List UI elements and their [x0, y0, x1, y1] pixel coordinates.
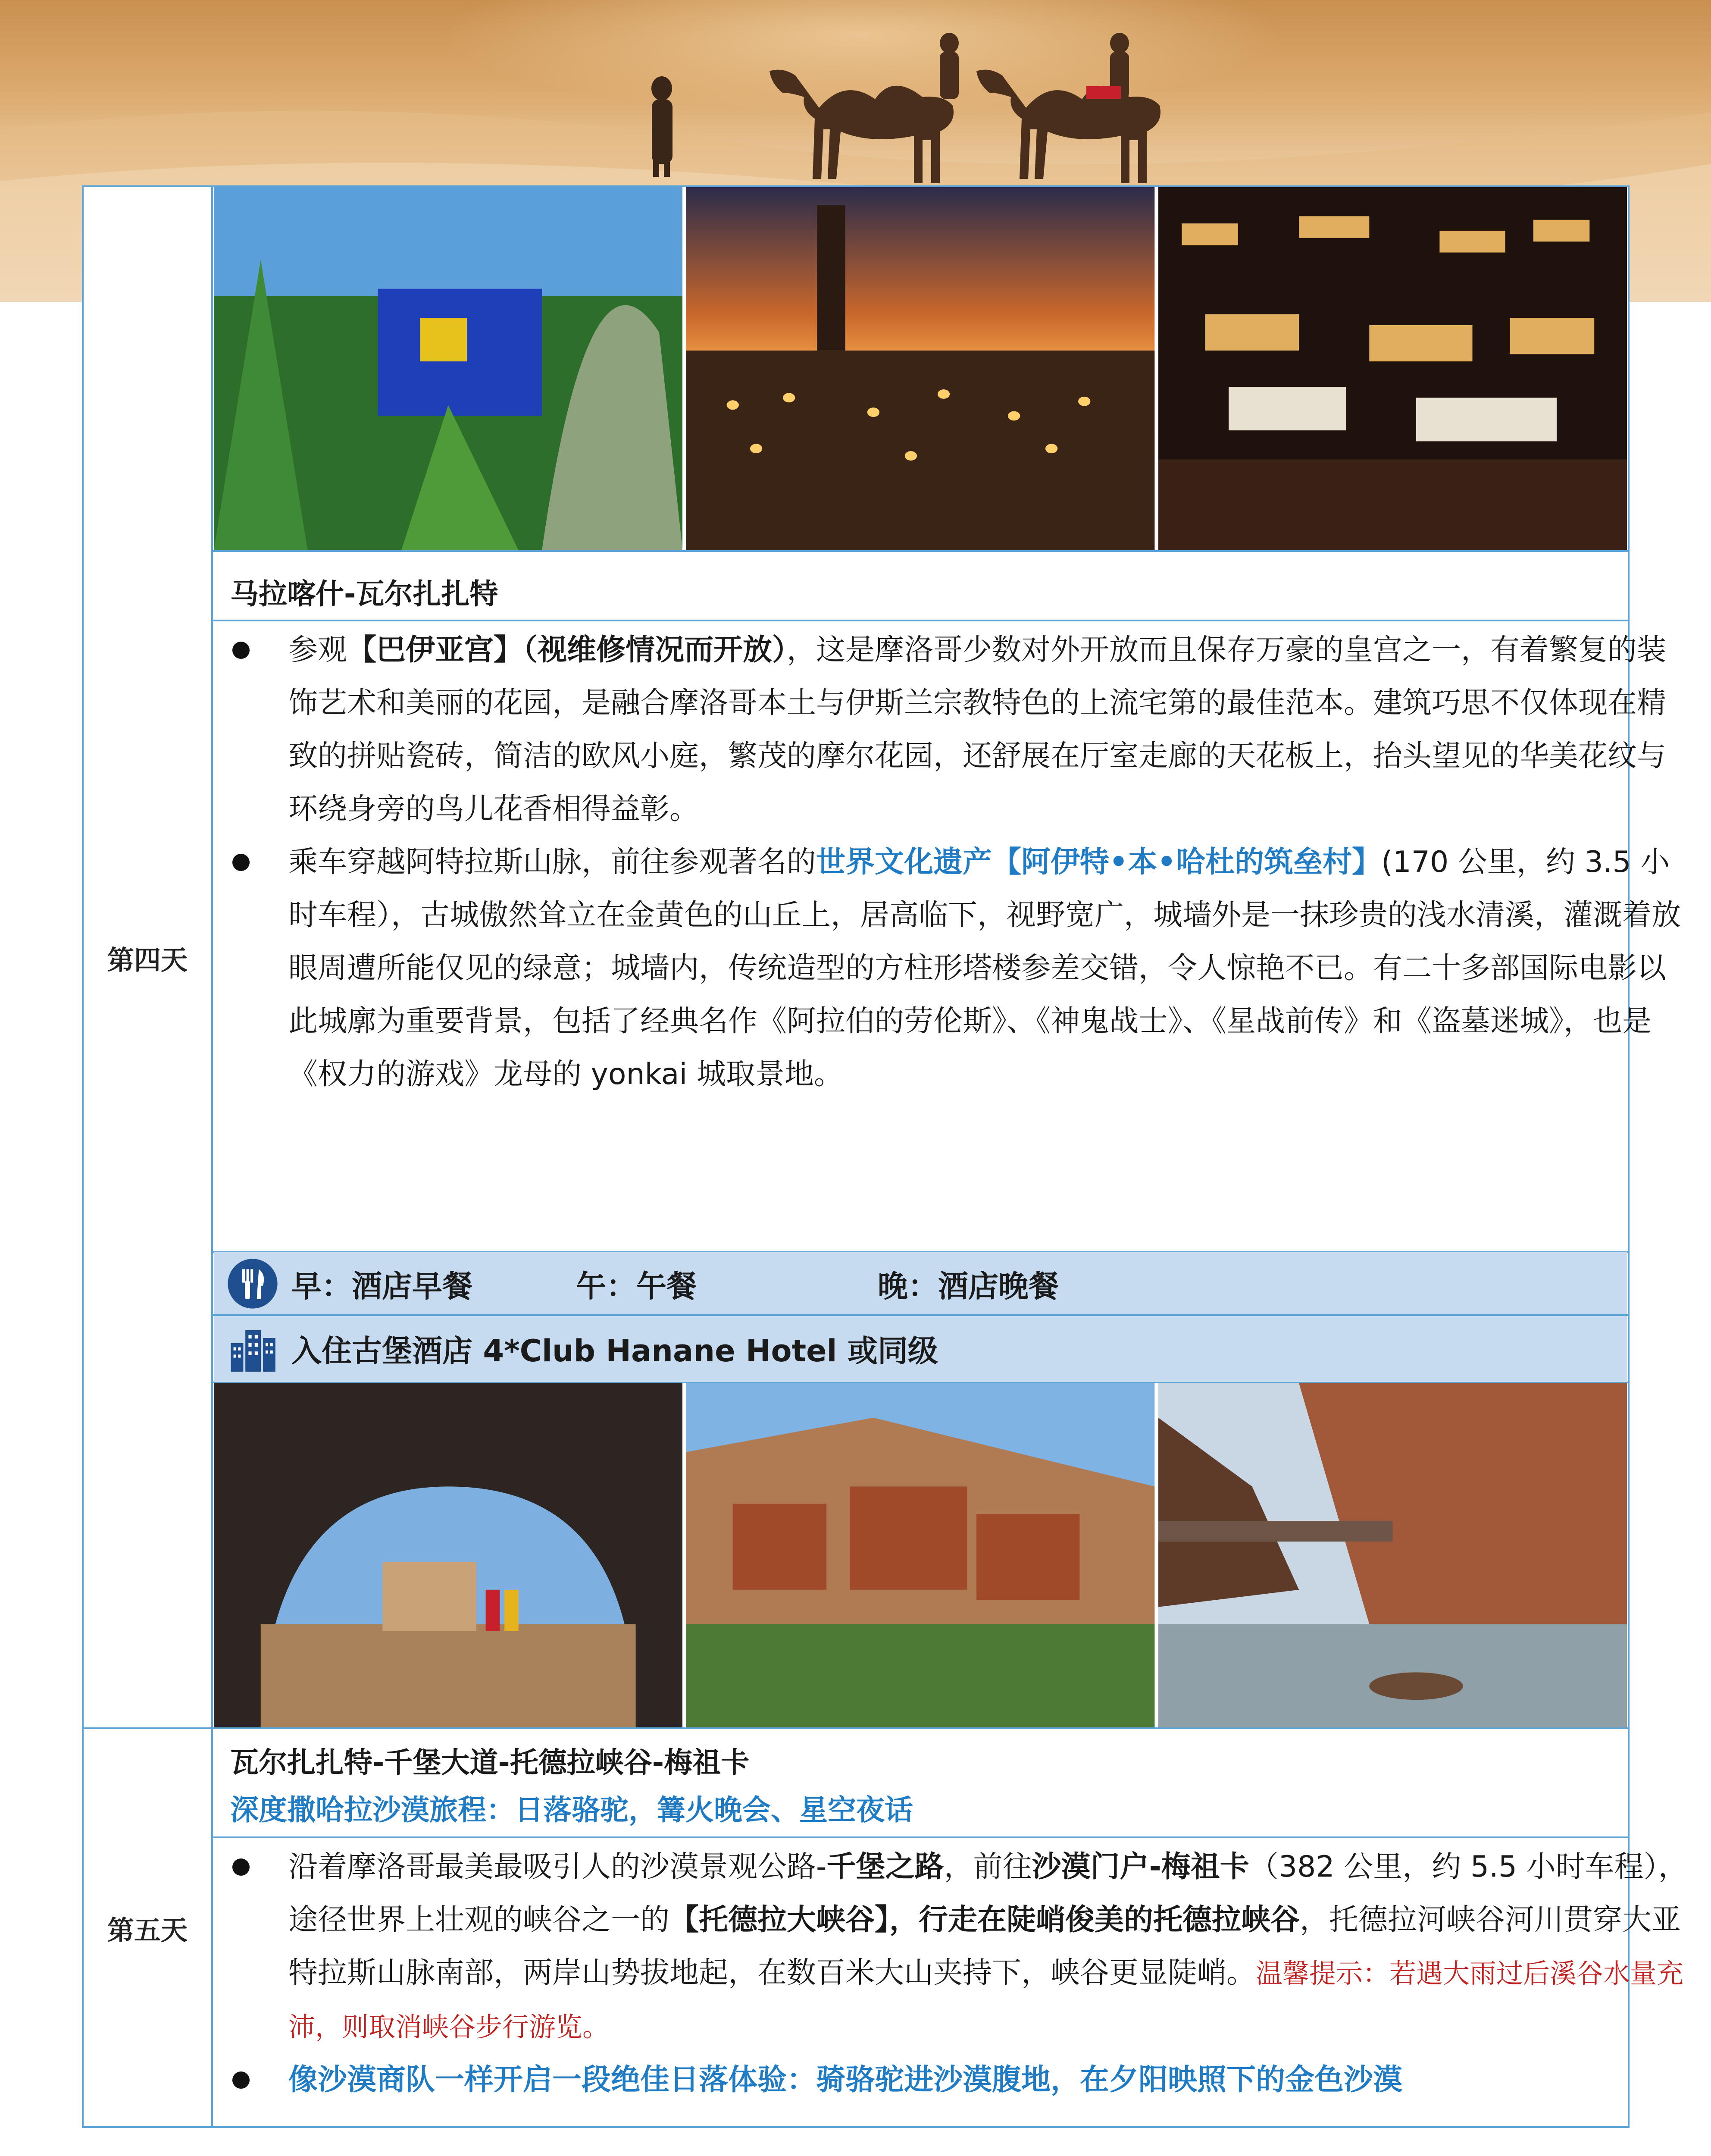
buildings-icon — [227, 1322, 278, 1374]
night-market-photo — [1158, 187, 1627, 550]
fork-knife-icon — [227, 1258, 278, 1310]
kasbah-village-photo — [686, 1383, 1154, 1727]
warm-tip: 温馨提示：若遇大雨过后溪谷水量充沛，则取消峡谷步行游览。 — [288, 1958, 1684, 2043]
rock-arch-photo — [214, 1383, 682, 1727]
day5-bullets — [230, 1840, 1692, 2106]
itinerary-table — [82, 185, 1688, 2128]
lunch-info: 午：午餐 — [576, 1268, 697, 1304]
day-divider — [84, 1727, 1628, 1729]
day5-route-title: 瓦尔扎扎特-千堡大道-托德拉峡谷-梅祖卡 — [230, 1746, 750, 1779]
day5-subtitle: 深度撒哈拉沙漠旅程：日落骆驼，篝火晚会、星空夜话 — [230, 1793, 913, 1827]
todra-gorge-photo — [1158, 1383, 1627, 1727]
divider — [213, 620, 1628, 621]
day4-bullet-ait-ben-haddou: 乘车穿越阿特拉斯山脉，前往参观著名的世界文化遗产【阿伊特•本•哈杜的筑垒村】(170 公里，约 3.5 小时车程），古城傲然耸立在金黄色的山丘上，居高临下，视野宽广，城墙外是一抹珍贵的浅水清溪，灌溉着放眼周遭所能仅见的绿意；城墙内，传统造型的方柱形塔楼参差交错，令人惊艳不已。有二十多部国际电影以此城廓为重要背景，包括了经典名作《阿拉伯的劳伦斯》、《神鬼战士》、《星战前传》和《盗墓迷城》，也是《权力的游戏》龙母的 yonkai 城取景地。 — [230, 836, 1692, 1101]
dinner-info: 晚：酒店晚餐 — [878, 1268, 1059, 1304]
jemaa-el-fna-dusk-photo — [686, 187, 1154, 550]
day4-bottom-photos — [214, 1383, 1627, 1727]
day4-route-title: 马拉喀什-瓦尔扎扎特 — [230, 577, 498, 611]
day5-bullet-camel-sunset: 像沙漠商队一样开启一段绝佳日落体验：骑骆驼进沙漠腹地，在夕阳映照下的金色沙漠 — [230, 2053, 1692, 2106]
day5-label — [84, 1728, 213, 2128]
divider — [213, 550, 1628, 552]
day4-top-photos — [214, 187, 1627, 550]
day4-hotel-band — [214, 1316, 1627, 1381]
breakfast-info: 早：酒店早餐 — [291, 1268, 472, 1304]
day5-label-text: 第五天 — [107, 1915, 188, 1946]
day4-label — [84, 187, 213, 1728]
day4-label-text: 第四天 — [107, 944, 188, 976]
day5-bullet-todra-gorge: 沿着摩洛哥最美最吸引人的沙漠景观公路-千堡之路，前往沙漠门户-梅祖卡（382 公里，约 5.5 小时车程），途径世界上壮观的峡谷之一的【托德拉大峡谷】，行走在陡峭俊美的托德拉峡谷，托德拉河峡谷河川贯穿大亚特拉斯山脉南部，两岸山势拔地起，在数百米大山夹持下，峡谷更显陡峭。温馨提示：若遇大雨过后溪谷水量充沛，则取消峡谷步行游览。 — [230, 1840, 1692, 2053]
day4-meals-band — [214, 1252, 1627, 1315]
hotel-info: 入住古堡酒店 4*Club Hanane Hotel 或同级 — [291, 1333, 938, 1369]
day4-bullets — [230, 624, 1692, 1101]
day4-bullet-bahia-palace: 参观【巴伊亚宫】（视维修情况而开放），这是摩洛哥少数对外开放而且保存万豪的皇宫之一，有着繁复的装饰艺术和美丽的花园，是融合摩洛哥本土与伊斯兰宗教特色的上流宅第的最佳范本。建筑巧思不仅体现在精致的拼贴瓷砖，简洁的欧风小庭，繁茂的摩尔花园，还舒展在厅室走廊的天花板上，抬头望见的华美花纹与环绕身旁的鸟儿花香相得益彰。 — [230, 624, 1692, 836]
majorelle-garden-photo — [214, 187, 682, 550]
divider — [213, 1836, 1628, 1838]
